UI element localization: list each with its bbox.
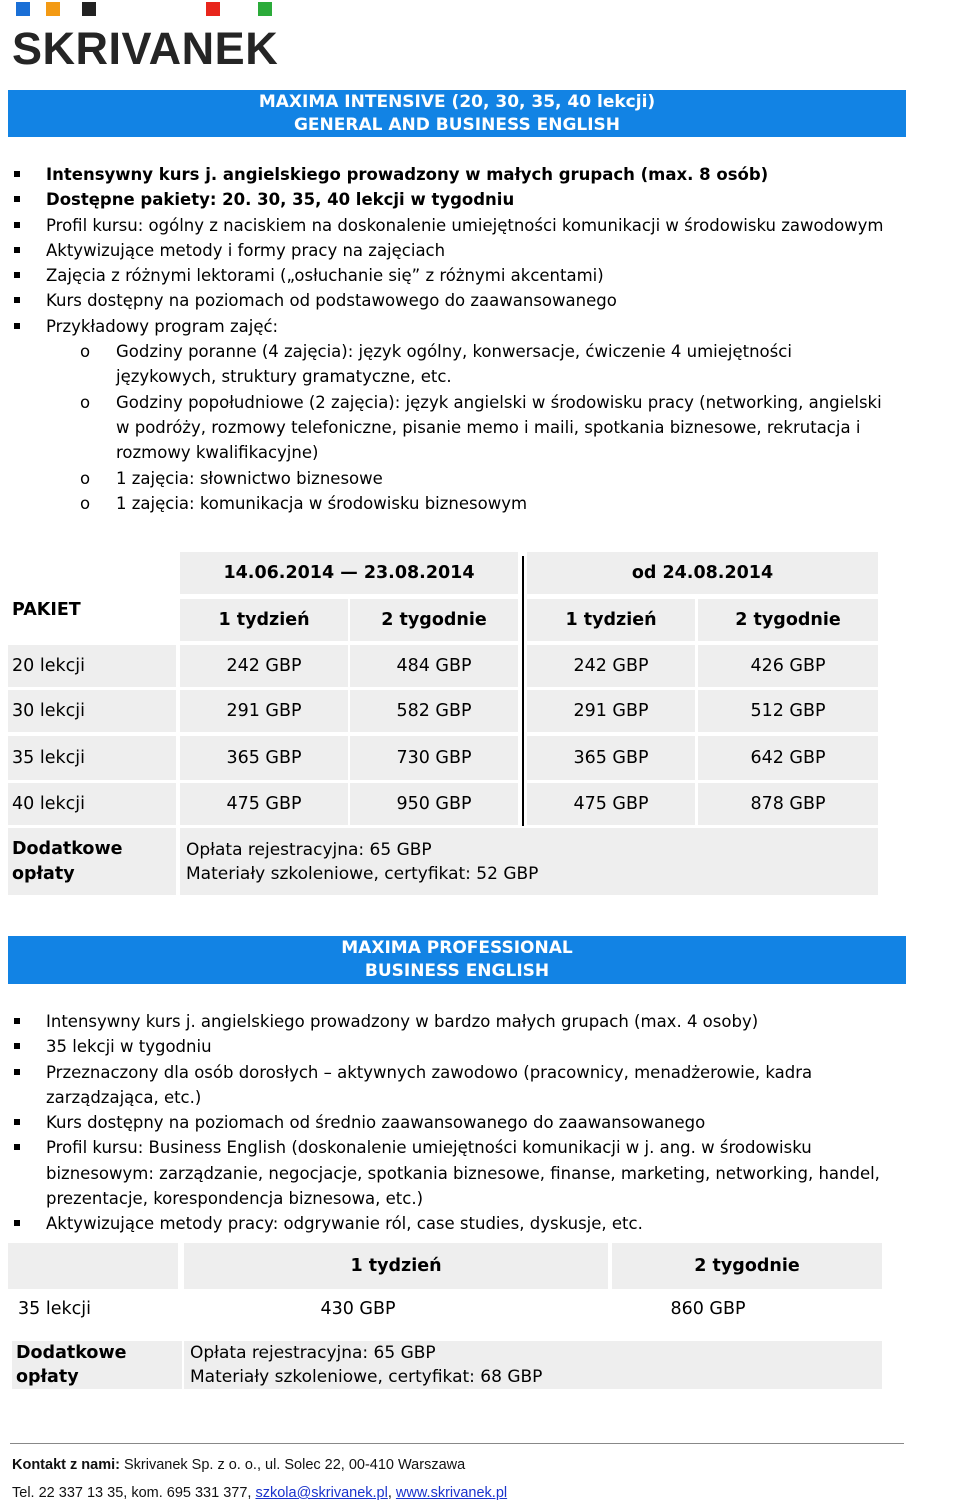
price-cell: 291 GBP bbox=[527, 690, 695, 732]
row-label: 20 lekcji bbox=[8, 645, 176, 687]
row-label: 40 lekcji bbox=[8, 783, 176, 825]
duration-header: 2 tygodnie bbox=[698, 599, 878, 641]
period-divider bbox=[522, 556, 524, 826]
price-cell: 860 GBP bbox=[670, 1299, 746, 1319]
brand-square-red bbox=[206, 2, 220, 16]
price-cell: 878 GBP bbox=[698, 783, 878, 825]
list-item: Przeznaczony dla osób dorosłych – aktywnych zawodowo (pracownicy, menadżerowie, kadra zarządzająca, etc.) bbox=[10, 1060, 890, 1111]
contact-address: Skrivanek Sp. z o. o., ul. Solec 22, 00-410 Warszawa bbox=[119, 1457, 466, 1473]
row-label: 35 lekcji bbox=[18, 1299, 91, 1319]
price-cell: 730 GBP bbox=[350, 736, 518, 780]
list-item: Kurs dostępny na poziomach od podstawowego do zaawansowanego bbox=[10, 288, 890, 313]
list-item: Profil kursu: ogólny z naciskiem na doskonalenie umiejętności komunikacji w środowisku zawodowym bbox=[10, 213, 890, 238]
course2-features bbox=[10, 1009, 890, 1237]
course2-title: MAXIMA PROFESSIONAL bbox=[341, 938, 573, 958]
program-item bbox=[10, 491, 890, 516]
row-label: 35 lekcji bbox=[8, 736, 176, 780]
price-cell: 582 GBP bbox=[350, 690, 518, 732]
brand-square-black bbox=[82, 2, 96, 16]
row-label: 30 lekcji bbox=[8, 690, 176, 732]
course2-banner bbox=[8, 936, 906, 984]
program-item-text: 1 zajęcia: słownictwo biznesowe bbox=[116, 468, 383, 488]
program-item bbox=[10, 339, 890, 390]
course2-subtitle: BUSINESS ENGLISH bbox=[364, 961, 550, 981]
price-cell: 475 GBP bbox=[180, 783, 348, 825]
sub-bullet-marker: o bbox=[80, 468, 91, 488]
extra-fees-label-line1: Dodatkowe bbox=[12, 838, 123, 859]
course1-features bbox=[10, 162, 890, 516]
footer-phone-line bbox=[12, 1485, 507, 1501]
duration-header: 2 tygodnie bbox=[612, 1243, 882, 1289]
price-cell: 426 GBP bbox=[698, 645, 878, 687]
program-item-text: Godziny poranne (4 zajęcia): język ogólny, konwersacje, ćwiczenie 4 umiejętności językowych, struktury gramatyczne, etc. bbox=[116, 342, 792, 387]
list-item: Zajęcia z różnymi lektorami („osłuchanie się” z różnymi akcentami) bbox=[10, 263, 890, 288]
website-link[interactable]: www.skrivanek.pl bbox=[395, 1485, 508, 1501]
list-item: Profil kursu: Business English (doskonalenie umiejętności komunikacji w j. ang. w środowisku biznesowym: zarządzanie, negocjacje, spotkania biznesowe, finanse, marketing, networking, handel, prezentacje, korespondencja biznesowa, etc.) bbox=[10, 1135, 890, 1211]
registration-fee: Opłata rejestracyjna: 65 GBP bbox=[186, 839, 432, 860]
program-item bbox=[10, 466, 890, 491]
pakiet-label: PAKIET bbox=[12, 600, 81, 620]
period-header: 14.06.2014 — 23.08.2014 bbox=[180, 552, 518, 594]
brand-square-orange bbox=[46, 2, 60, 16]
list-item: Przykładowy program zajęć: bbox=[10, 314, 890, 339]
course1-banner bbox=[8, 90, 906, 137]
phone-numbers: Tel. 22 337 13 35, kom. 695 331 377, bbox=[12, 1485, 256, 1501]
course1-title: MAXIMA INTENSIVE (20, 30, 35, 40 lekcji) bbox=[258, 91, 656, 112]
list-item: Kurs dostępny na poziomach od średnio zaawansowanego do zaawansowanego bbox=[10, 1110, 890, 1135]
footer-contact bbox=[12, 1457, 465, 1473]
price-cell: 430 GBP bbox=[320, 1299, 396, 1319]
duration-header: 1 tydzień bbox=[180, 599, 348, 641]
registration-fee: Opłata rejestracyjna: 65 GBP bbox=[190, 1343, 436, 1363]
email-link[interactable]: szkola@skrivanek.pl bbox=[255, 1485, 388, 1501]
price-cell: 950 GBP bbox=[350, 783, 518, 825]
duration-header: 2 tygodnie bbox=[350, 599, 518, 641]
extra-fees-label bbox=[12, 1341, 182, 1389]
price-cell: 512 GBP bbox=[698, 690, 878, 732]
list-item: Dostępne pakiety: 20. 30, 35, 40 lekcji w tygodniu bbox=[10, 187, 890, 212]
sub-bullet-marker: o bbox=[80, 493, 91, 513]
program-item-text: Godziny popołudniowe (2 zajęcia): język angielski w środowisku pracy (networking, angielski w podróży, rozmowy telefoniczne, pisanie memo i maili, spotkania biznesowe, rekrutacja i rozmowy kwalifikacyjne) bbox=[116, 392, 882, 463]
extra-fees-label-line2: opłaty bbox=[12, 863, 75, 884]
brand-square-blue bbox=[16, 2, 30, 16]
price-cell: 291 GBP bbox=[180, 690, 348, 732]
brand-square-green bbox=[258, 2, 272, 16]
materials-fee: Materiały szkoleniowe, certyfikat: 52 GBP bbox=[186, 863, 539, 884]
list-item: 35 lekcji w tygodniu bbox=[10, 1034, 890, 1059]
price-cell: 242 GBP bbox=[180, 645, 348, 687]
extra-fees-details bbox=[180, 828, 878, 895]
extra-fees-label-line2: opłaty bbox=[16, 1367, 79, 1387]
materials-fee: Materiały szkoleniowe, certyfikat: 68 GBP bbox=[190, 1367, 543, 1387]
price-cell: 242 GBP bbox=[527, 645, 695, 687]
footer-separator: , bbox=[387, 1485, 396, 1501]
footer-divider bbox=[10, 1443, 904, 1444]
list-item: Intensywny kurs j. angielskiego prowadzony w małych grupach (max. 8 osób) bbox=[10, 162, 890, 187]
course1-subtitle: GENERAL AND BUSINESS ENGLISH bbox=[293, 114, 621, 135]
table-header-empty bbox=[8, 1243, 178, 1289]
extra-fees-details bbox=[184, 1341, 882, 1389]
duration-header: 1 tydzień bbox=[184, 1243, 608, 1289]
period-header: od 24.08.2014 bbox=[527, 552, 878, 594]
price-cell: 365 GBP bbox=[180, 736, 348, 780]
price-cell: 475 GBP bbox=[527, 783, 695, 825]
list-item: Aktywizujące metody pracy: odgrywanie ról, case studies, dyskusje, etc. bbox=[10, 1211, 890, 1236]
program-item bbox=[10, 390, 890, 466]
price-cell: 365 GBP bbox=[527, 736, 695, 780]
price-cell: 642 GBP bbox=[698, 736, 878, 780]
extra-fees-label-line1: Dodatkowe bbox=[16, 1343, 127, 1363]
duration-header: 1 tydzień bbox=[527, 599, 695, 641]
sub-bullet-marker: o bbox=[80, 392, 91, 412]
sub-bullet-marker: o bbox=[80, 342, 91, 362]
brand-logo: SKRIVANEK bbox=[12, 23, 279, 74]
program-item-text: 1 zajęcia: komunikacja w środowisku biznesowym bbox=[116, 493, 528, 513]
list-item: Intensywny kurs j. angielskiego prowadzony w bardzo małych grupach (max. 4 osoby) bbox=[10, 1009, 890, 1034]
contact-label: Kontakt z nami: bbox=[12, 1457, 120, 1473]
extra-fees-label bbox=[8, 828, 176, 895]
price-cell: 484 GBP bbox=[350, 645, 518, 687]
list-item: Aktywizujące metody i formy pracy na zajęciach bbox=[10, 238, 890, 263]
